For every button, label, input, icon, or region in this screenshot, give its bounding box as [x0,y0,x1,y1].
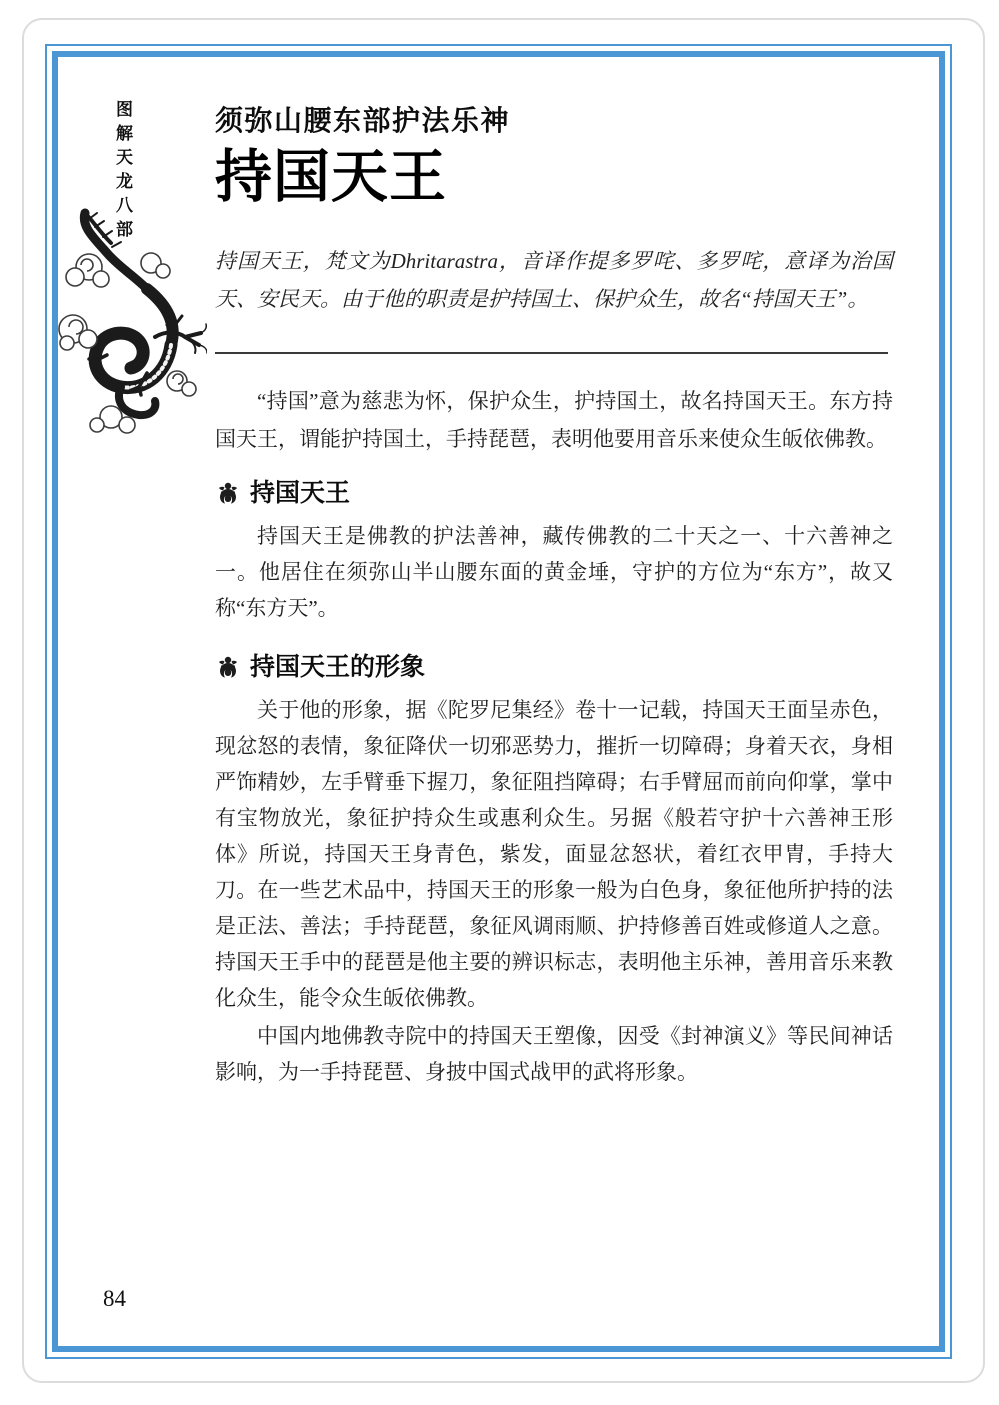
section-heading-2 [215,652,893,682]
buddhist-ornament-icon [215,480,241,506]
intro-paragraph: 持国天王，梵文为Dhritarastra，音译作提多罗咤、多罗咤，意译为治国天、安民天。由于他的职责是护持国土、保护众生，故名“持国天王”。 [215,248,893,311]
series-title-vertical: 图解天龙八部 [113,100,132,244]
dragon-illustration [55,205,207,437]
section-paragraph: 中国内地佛教寺院中的持国天王塑像，因受《封神演义》等民间神话影响，为一手持琵琶、身披中国式战甲的武将形象。 [215,1023,893,1084]
lead-paragraph: “持国”意为慈悲为怀，保护众生，护持国土，故名持国天王。东方持国天王，谓能护持国土，手持琵琶，表明他要用音乐来使众生皈依佛教。 [215,388,893,451]
section-paragraph: 关于他的形象，据《陀罗尼集经》卷十一记载，持国天王面呈赤色，现忿怒的表情，象征降伏一切邪恶势力，摧折一切障碍；身着天衣，身相严饰精妙，左手臂垂下握刀，象征阻挡障碍；右手臂屈而前向仰掌，掌中有宝物放光，象征护持众生或惠利众生。另据《般若守护十六善神王形体》所说，持国天王身青色，紫发，面显忿怒状，着红衣甲胄，手持大刀。在一些艺术品中，持国天王的形象一般为白色身，象征他所护持的法是正法、善法；手持琵琶，象征风调雨顺、护持修善百姓或修道人之意。持国天王手中的琵琶是他主要的辨识标志，表明他主乐神，善用音乐来教化众生，能令众生皈依佛教。 [215,697,893,1010]
section-heading-1 [215,478,893,508]
section-heading-label: 持国天王 [250,478,351,507]
main-column [215,104,893,1092]
divider-rule [215,352,888,354]
chapter-title: 持国天王 [215,146,447,209]
page-number: 84 [103,1286,126,1311]
section-heading-label: 持国天王的形象 [250,652,426,681]
section-paragraph: 持国天王是佛教的护法善神，藏传佛教的二十天之一、十六善神之一。他居住在须弥山半山腰东面的黄金埵，守护的方位为“东方”，故又称“东方天”。 [215,523,893,620]
chapter-subtitle: 须弥山腰东部护法乐神 [215,106,511,137]
buddhist-ornament-icon [215,654,241,680]
